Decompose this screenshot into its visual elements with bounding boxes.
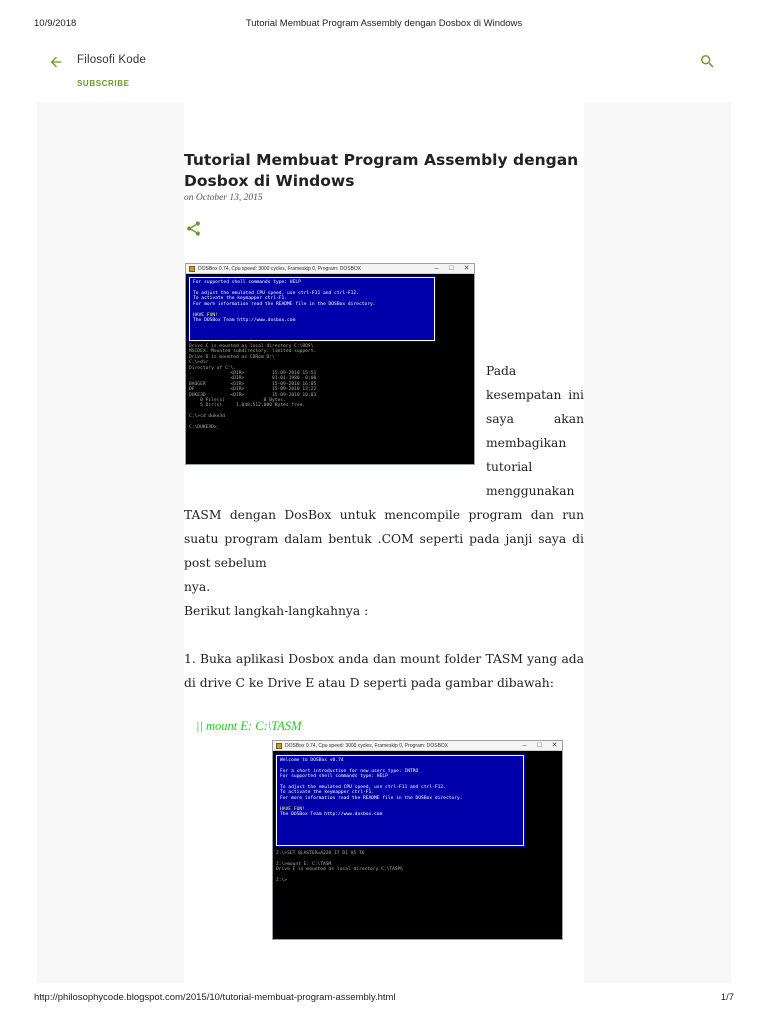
print-footer bbox=[34, 992, 734, 1006]
dosbox-window-title: DOSBox 0.74, Cpu speed: 3000 cycles, Frameskip 0, Program: DOSBOX bbox=[198, 266, 362, 272]
mount-command: || mount E: C:\TASM bbox=[196, 719, 302, 733]
share-icon[interactable] bbox=[185, 220, 202, 237]
banner-line: For a short introduction for new users type: INTRO bbox=[280, 769, 419, 774]
intro-word: tutorial bbox=[486, 460, 533, 474]
intro-text-wrap bbox=[486, 359, 584, 503]
print-title: Tutorial Membuat Program Assembly dengan Dosbox di Windows bbox=[245, 18, 523, 29]
dosbox-app-icon bbox=[189, 266, 195, 272]
banner-line: Welcome to DOSBox v0.74 bbox=[280, 758, 344, 763]
terminal-line: DUKE3D <DIR> 15-09-2010 10:03 bbox=[189, 392, 317, 398]
dosbox-terminal bbox=[189, 344, 471, 464]
print-date: 10/9/2018 bbox=[34, 18, 77, 29]
post-card bbox=[37, 103, 731, 983]
post-title: Tutorial Membuat Program Assembly dengan Dosbox di Windows bbox=[184, 151, 579, 190]
dosbox-banner bbox=[189, 277, 435, 341]
banner-line: To activate the keymapper ctrl-F1. bbox=[280, 790, 375, 796]
banner-line: For more information read the README file in the DOSBox directory. bbox=[193, 301, 376, 307]
terminal-line: BAGGER <DIR> 15-09-2010 16:05 bbox=[189, 381, 317, 387]
close-icon: ✕ bbox=[463, 265, 470, 272]
dosbox-terminal bbox=[276, 851, 559, 939]
terminal-line: 5 Dir(s) 1,048,512,000 Bytes free. bbox=[189, 403, 306, 409]
dosbox-titlebar bbox=[186, 264, 474, 274]
terminal-line: Drive D is mounted as CDRom D:\ bbox=[189, 354, 275, 360]
terminal-line: C:\>dir bbox=[189, 360, 209, 366]
blog-name[interactable]: Filosofi Kode bbox=[77, 54, 147, 66]
paragraph-step-1: 1. Buka aplikasi Dosbox anda dan mount folder TASM yang ada di drive C ke Drive E atau D seperti pada gambar dibawah: bbox=[184, 652, 584, 690]
terminal-line: C:\DUKE3D>_ bbox=[189, 425, 220, 430]
terminal-line: Directory of C:\. bbox=[189, 365, 237, 371]
terminal-line: Z:\>SET BLASTER=A220 I7 D1 H5 T6 bbox=[276, 851, 365, 856]
banner-line: To activate the keymapper ctrl-F1. bbox=[193, 296, 288, 302]
terminal-line: Drive E is mounted as local directory C:\TASM\ bbox=[276, 867, 404, 873]
banner-line: To adjust the emulated CPU speed, use ctrl-F11 and ctrl-F12. bbox=[193, 291, 359, 296]
intro-word: Pada bbox=[486, 364, 517, 378]
banner-line: To adjust the emulated CPU speed, use ctrl-F11 and ctrl-F12. bbox=[280, 785, 446, 790]
intro-word: saya akan bbox=[486, 412, 584, 426]
maximize-icon: □ bbox=[449, 265, 454, 272]
minimize-icon: – bbox=[522, 742, 527, 749]
window-controls bbox=[428, 264, 474, 274]
terminal-line: C:\>cd duke3d bbox=[189, 414, 225, 420]
subscribe-button[interactable]: SUBSCRIBE bbox=[77, 79, 130, 88]
dosbox-banner bbox=[276, 755, 524, 846]
post-date: on October 13, 2015 bbox=[184, 193, 263, 203]
terminal-line: DF <DIR> 15-09-2010 13:22 bbox=[189, 387, 317, 393]
terminal-line: .. <DIR> 01-01-1980 0:00 bbox=[189, 376, 317, 382]
banner-line: HAVE FUN! bbox=[280, 807, 305, 812]
intro-word: membagikan bbox=[486, 436, 567, 450]
banner-line: For supported shell commands type: HELP bbox=[193, 280, 301, 285]
arrow-left-icon[interactable] bbox=[48, 54, 64, 70]
terminal-line: Z:\> bbox=[276, 878, 288, 883]
banner-line: The DOSBox Team http://www.dosbox.com bbox=[280, 812, 383, 818]
search-icon[interactable] bbox=[699, 53, 716, 70]
paragraph-steps: Berikut langkah-langkahnya : bbox=[184, 604, 369, 618]
dosbox-screenshot-2 bbox=[272, 740, 563, 940]
dosbox-screenshot-1 bbox=[185, 263, 475, 465]
paragraph-intro-body: TASM dengan DosBox untuk mencompile program dan run suatu program dalam bentuk .COM seperti pada janji saya di post sebelum bbox=[184, 508, 584, 570]
intro-word: kesempatan ini bbox=[486, 388, 584, 402]
banner-line: For supported shell commands type: HELP bbox=[280, 774, 388, 780]
banner-line: The DOSBox Team http://www.dosbox.com bbox=[193, 318, 296, 324]
terminal-line: Drive C is mounted as local directory C:\BOS\ bbox=[189, 344, 314, 349]
post-content bbox=[184, 103, 584, 983]
minimize-icon: – bbox=[434, 265, 439, 272]
terminal-line: 0 File(s) 0 Bytes. bbox=[189, 398, 286, 403]
paragraph-intro bbox=[184, 503, 584, 599]
terminal-line: MSCDEX: Mounted subdirectory: limited support. bbox=[189, 349, 317, 355]
window-controls bbox=[516, 741, 562, 751]
print-header bbox=[34, 18, 734, 32]
maximize-icon: □ bbox=[537, 742, 542, 749]
page-url: http://philosophycode.blogspot.com/2015/10/tutorial-membuat-program-assembly.html bbox=[34, 992, 396, 1003]
intro-word: menggunakan bbox=[486, 484, 575, 498]
blog-header bbox=[40, 50, 728, 98]
terminal-line: Z:\>mount E: C:\TASM bbox=[276, 861, 332, 867]
terminal-line: . <DIR> 15-09-2010 15:51 bbox=[189, 371, 317, 376]
banner-line: For more information read the README file in the DOSBox directory. bbox=[280, 795, 463, 801]
dosbox-window-title: DOSBox 0.74, Cpu speed: 3000 cycles, Frameskip 0, Program: DOSBOX bbox=[285, 743, 449, 749]
banner-line: HAVE FUN! bbox=[193, 313, 218, 318]
paragraph-intro-end: nya. bbox=[184, 580, 211, 594]
dosbox-app-icon bbox=[276, 743, 282, 749]
page-number: 1/7 bbox=[720, 992, 734, 1003]
close-icon: ✕ bbox=[551, 742, 558, 749]
dosbox-titlebar bbox=[273, 741, 562, 751]
